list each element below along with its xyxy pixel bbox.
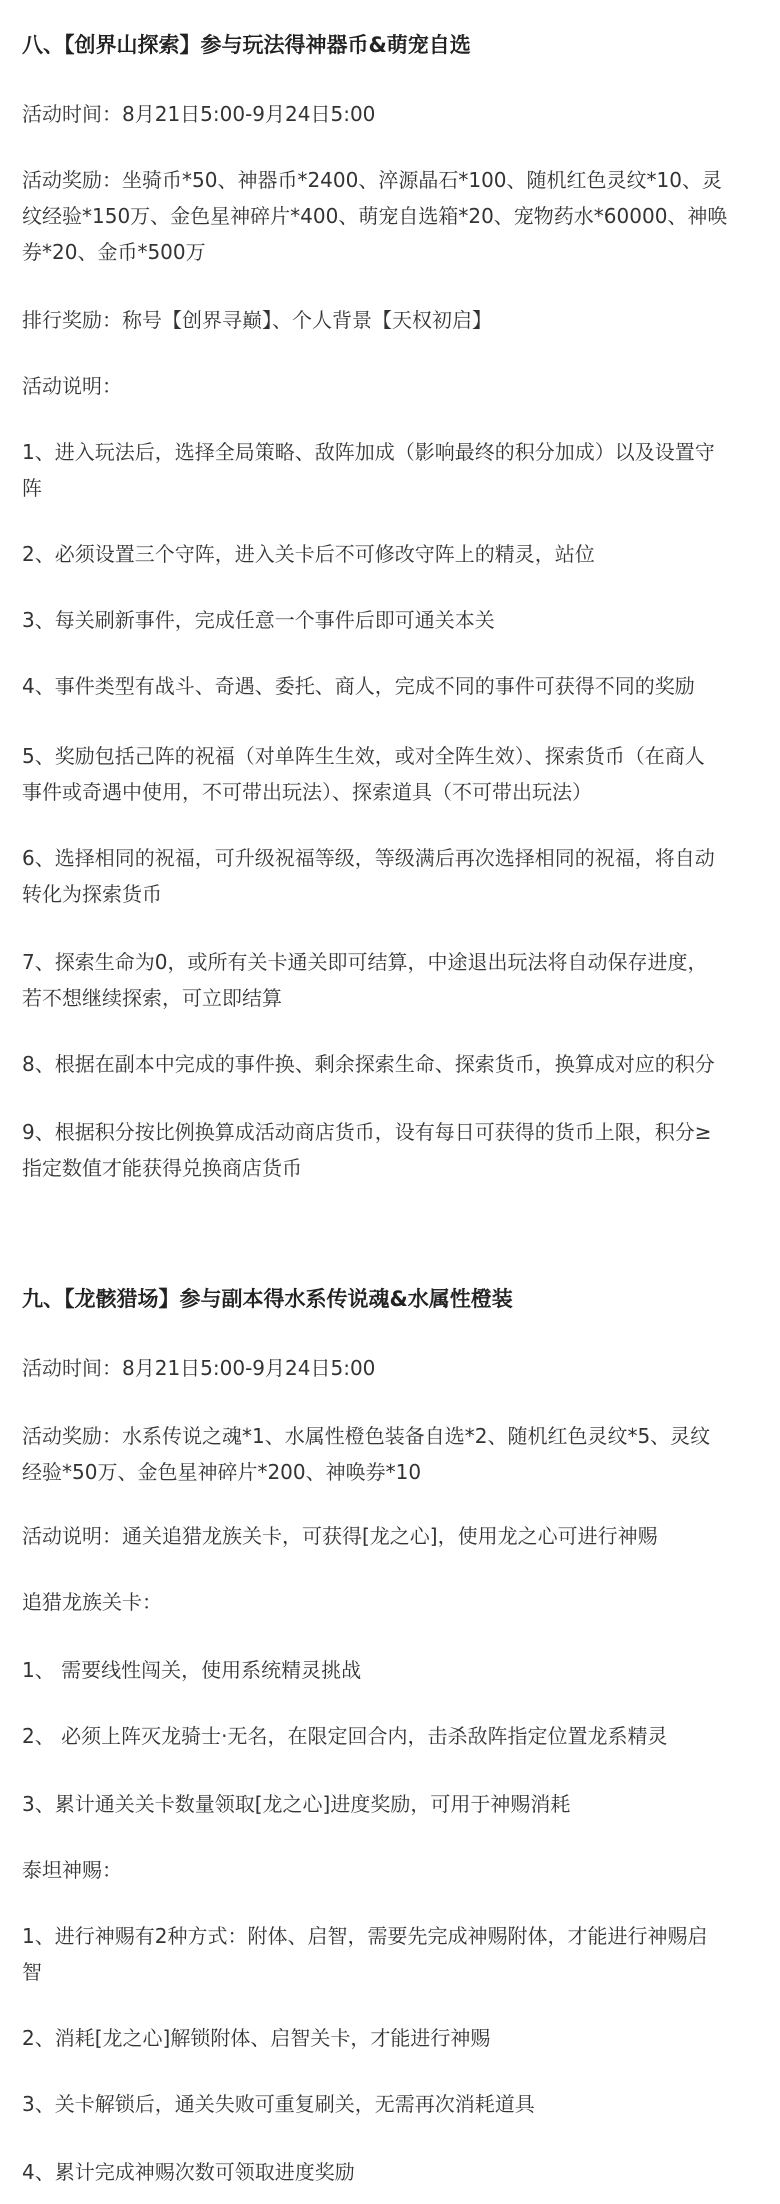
section-8-item-5 xyxy=(22,738,760,810)
section-8-item-9-line-2: 指定数值才能获得兑换商店货币 xyxy=(22,1156,302,1180)
section-8-rank-rewards: 排行奖励：称号【创界寻巅】、个人背景【天权初启】 xyxy=(22,308,492,332)
section-8-item-4 xyxy=(22,668,760,704)
section-9-rewards-line-2: 经验*50万、金色星神碎片*200、神唤券*10 xyxy=(22,1460,422,1484)
section-8-item-9-line-1: 9、根据积分按比例换算成活动商店货币，设有每日可获得的货币上限，积分≥ xyxy=(22,1120,712,1144)
section-9-time: 活动时间：8月21日5:00-9月24日5:00 xyxy=(22,1356,376,1380)
section-8-item-8-line-1: 8、根据在副本中完成的事件换、剩余探索生命、探索货币，换算成对应的积分 xyxy=(22,1052,715,1076)
section-8-heading-wrap xyxy=(22,28,762,62)
section-8-rewards-line-1: 活动奖励：坐骑币*50、神器币*2400、淬源晶石*100、随机红色灵纹*10、灵 xyxy=(22,168,722,192)
section-8-rewards xyxy=(22,162,760,270)
section-9-hunt-label: 追猎龙族关卡： xyxy=(22,1590,162,1614)
section-9-hunt-item-3: 3、累计通关关卡数量领取[龙之心]进度奖励，可用于神赐消耗 xyxy=(22,1792,571,1816)
section-9-titan-item-4 xyxy=(22,2154,760,2190)
section-8-heading: 八、【创界山探索】参与玩法得神器币&萌宠自选 xyxy=(22,33,471,57)
section-9-titan-item-2-line-1: 2、消耗[龙之心]解锁附体、启智关卡，才能进行神赐 xyxy=(22,2026,491,2050)
section-9-titan-item-4-line-1: 4、累计完成神赐次数可领取进度奖励 xyxy=(22,2160,355,2184)
section-8-item-7-line-1: 7、探索生命为0，或所有关卡通关即可结算，中途退出玩法将自动保存进度， xyxy=(22,950,708,974)
section-9-titan-item-3 xyxy=(22,2086,760,2122)
section-9-rewards-line-1: 活动奖励：水系传说之魂*1、水属性橙色装备自选*2、随机红色灵纹*5、灵纹 xyxy=(22,1424,711,1448)
section-8-rewards-line-2: 纹经验*150万、金色星神碎片*400、萌宠自选箱*20、宠物药水*60000、神唤 xyxy=(22,204,728,228)
section-8-item-2 xyxy=(22,536,760,572)
section-9-titan-item-1-line-1: 1、进行神赐有2种方式：附体、启智，需要先完成神赐附体，才能进行神赐启 xyxy=(22,1924,708,1948)
section-8-item-6-line-1: 6、选择相同的祝福，可升级祝福等级，等级满后再次选择相同的祝福，将自动 xyxy=(22,846,715,870)
section-9-rewards xyxy=(22,1418,760,1490)
section-8-item-2-line-1: 2、必须设置三个守阵，进入关卡后不可修改守阵上的精灵，站位 xyxy=(22,542,595,566)
section-8-item-8 xyxy=(22,1046,760,1082)
section-9-titan-item-3-line-1: 3、关卡解锁后，通关失败可重复刷关，无需再次消耗道具 xyxy=(22,2092,535,2116)
section-8-item-3-line-1: 3、每关刷新事件，完成任意一个事件后即可通关本关 xyxy=(22,608,495,632)
section-9-hunt-item-2: 2、 必须上阵灭龙骑士·无名，在限定回合内，击杀敌阵指定位置龙系精灵 xyxy=(22,1724,668,1748)
section-9-titan-item-1 xyxy=(22,1918,760,1990)
section-8-item-1-line-1: 1、进入玩法后，选择全局策略、敌阵加成（影响最终的积分加成）以及设置守 xyxy=(22,440,715,464)
section-8-item-4-line-1: 4、事件类型有战斗、奇遇、委托、商人，完成不同的事件可获得不同的奖励 xyxy=(22,674,695,698)
section-8-item-1-line-2: 阵 xyxy=(22,476,42,500)
section-9-heading-wrap xyxy=(22,1282,762,1316)
section-9-titan-item-2 xyxy=(22,2020,760,2056)
section-8-desc-label: 活动说明： xyxy=(22,374,122,398)
section-8-item-9 xyxy=(22,1114,760,1186)
section-9-titan-label: 泰坦神赐： xyxy=(22,1858,122,1882)
section-8-item-6 xyxy=(22,840,760,912)
section-8-item-1 xyxy=(22,434,760,506)
section-8-item-5-line-2: 事件或奇遇中使用，不可带出玩法）、探索道具（不可带出玩法） xyxy=(22,780,592,804)
section-8-item-7 xyxy=(22,944,760,1016)
section-8-item-3 xyxy=(22,602,760,638)
section-8-item-6-line-2: 转化为探索货币 xyxy=(22,882,162,906)
section-9-titan-item-1-line-2: 智 xyxy=(22,1960,42,1984)
section-8-item-5-line-1: 5、奖励包括己阵的祝福（对单阵生生效，或对全阵生效）、探索货币（在商人 xyxy=(22,744,705,768)
section-9-heading: 九、【龙骸猎场】参与副本得水系传说魂&水属性橙装 xyxy=(22,1287,513,1311)
section-8-item-7-line-2: 若不想继续探索，可立即结算 xyxy=(22,986,282,1010)
section-8-rewards-line-3: 券*20、金币*500万 xyxy=(22,240,206,264)
section-8-time: 活动时间：8月21日5:00-9月24日5:00 xyxy=(22,102,376,126)
section-9-hunt-item-1: 1、 需要线性闯关，使用系统精灵挑战 xyxy=(22,1658,362,1682)
section-9-desc: 活动说明：通关追猎龙族关卡，可获得[龙之心]，使用龙之心可进行神赐 xyxy=(22,1524,658,1548)
